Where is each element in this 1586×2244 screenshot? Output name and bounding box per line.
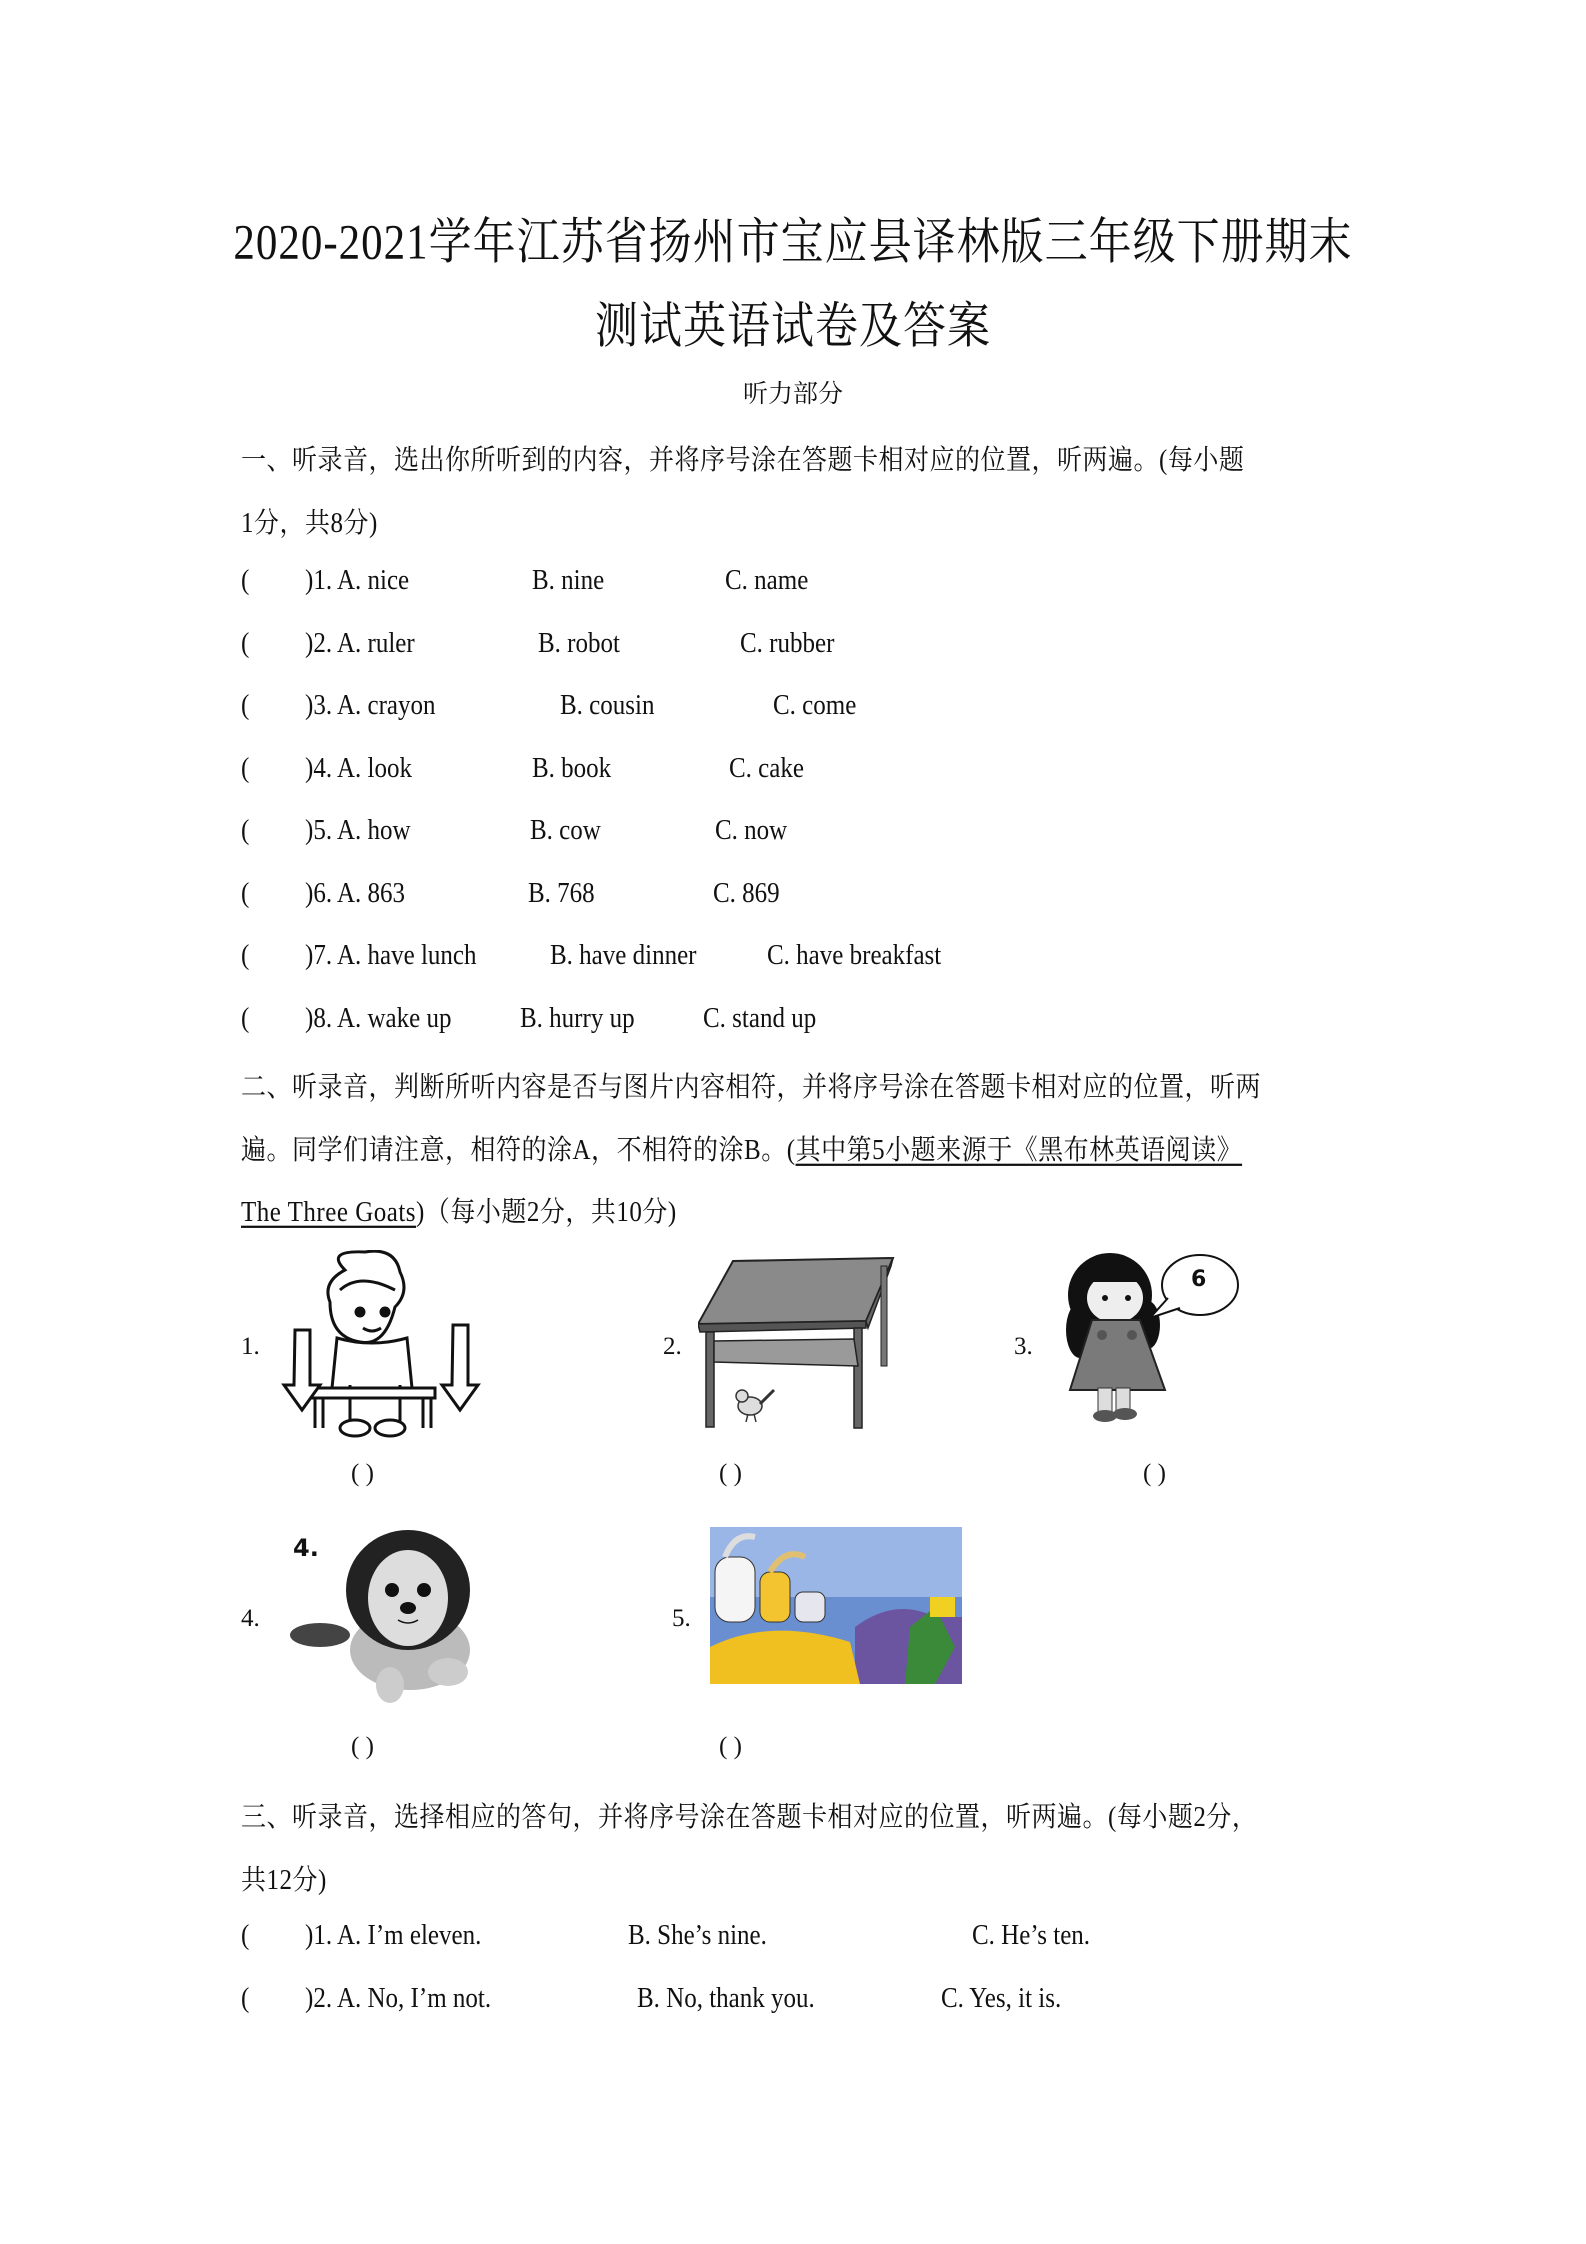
puppy-inner-label: 4.	[293, 1534, 319, 1562]
option-b: B. She’s nine.	[628, 1920, 767, 1951]
part2-source-note: 其中第5小题来源于《黑布林英语阅读》	[795, 1135, 1243, 1166]
part2-instruction-line3	[241, 1190, 677, 1230]
part2-instruction-line1: 二、听录音，判断所听内容是否与图片内容相符，并将序号涂在答题卡相对应的位置，听两	[241, 1072, 1262, 1103]
boy-sitting-down-icon	[275, 1250, 490, 1440]
answer-paren[interactable]: (	[241, 940, 250, 971]
option-c: C. 869	[713, 878, 780, 909]
answer-paren[interactable]: (	[241, 878, 250, 909]
answer-paren[interactable]: (	[241, 1983, 250, 2014]
answer-paren[interactable]: (	[241, 753, 250, 784]
answer-paren[interactable]: (	[241, 628, 250, 659]
part2-book-title: The Three Goats	[241, 1197, 417, 1228]
option-c: C. come	[773, 690, 857, 721]
part1-instruction-line1: 一、听录音，选出你所听到的内容，并将序号涂在答题卡相对应的位置，听两遍。(每小题	[241, 445, 1245, 476]
part2-instruction-line2	[241, 1128, 1242, 1168]
option-a: )2. A. ruler	[305, 628, 415, 659]
option-a: )7. A. have lunch	[305, 940, 477, 971]
option-a: )8. A. wake up	[305, 1003, 452, 1034]
picture-5-answer-blank[interactable]: ( )	[719, 1733, 742, 1760]
picture-1-answer-blank[interactable]: ( )	[351, 1460, 374, 1487]
option-a: )4. A. look	[305, 753, 412, 784]
answer-paren[interactable]: (	[241, 815, 250, 846]
answer-paren[interactable]: (	[241, 1003, 250, 1034]
option-c: C. name	[725, 565, 809, 596]
picture-1-label: 1.	[241, 1333, 260, 1360]
answer-paren[interactable]: (	[241, 1920, 250, 1951]
section-heading: 听力部分	[742, 381, 843, 408]
option-c: C. now	[715, 815, 788, 846]
option-a: )6. A. 863	[305, 878, 405, 909]
option-b: B. 768	[528, 878, 595, 909]
option-b: B. hurry up	[520, 1003, 635, 1034]
option-b: B. cousin	[560, 690, 655, 721]
option-b: B. No, thank you.	[637, 1983, 815, 2014]
option-c: C. Yes, it is.	[941, 1983, 1062, 2014]
part3-instruction-line2: 共12分)	[241, 1865, 327, 1896]
option-c: C. rubber	[740, 628, 835, 659]
desk-with-bird-under-icon	[698, 1256, 898, 1431]
option-c: C. have breakfast	[767, 940, 942, 971]
option-b: B. robot	[538, 628, 620, 659]
picture-3-label: 3.	[1014, 1333, 1033, 1360]
answer-paren[interactable]: (	[241, 565, 250, 596]
part2-scoring: )（每小题2分，共10分)	[416, 1197, 677, 1228]
three-goats-icon	[710, 1527, 962, 1684]
option-b: B. cow	[530, 815, 601, 846]
picture-2-answer-blank[interactable]: ( )	[719, 1460, 742, 1487]
option-b: B. book	[532, 753, 612, 784]
girl-saying-six-icon	[1050, 1250, 1260, 1425]
option-b: B. nine	[532, 565, 605, 596]
picture-2-label: 2.	[663, 1333, 682, 1360]
option-a: )3. A. crayon	[305, 690, 436, 721]
option-c: C. He’s ten.	[972, 1920, 1091, 1951]
option-b: B. have dinner	[550, 940, 697, 971]
picture-4-label: 4.	[241, 1605, 260, 1632]
part1-instruction-line2: 1分，共8分)	[241, 508, 378, 539]
picture-5-label: 5.	[672, 1605, 691, 1632]
option-c: C. stand up	[703, 1003, 817, 1034]
doc-title-line1: 2020-2021学年江苏省扬州市宝应县译林版三年级下册期末	[233, 216, 1353, 271]
picture-3-answer-blank[interactable]: ( )	[1143, 1460, 1166, 1487]
speech-bubble-text: 6	[1191, 1267, 1207, 1292]
puppy-dog-icon	[280, 1520, 495, 1705]
girl-figure-icon	[1050, 1250, 1260, 1425]
option-a: )1. A. nice	[305, 565, 410, 596]
part3-instruction-line1: 三、听录音，选择相应的答句，并将序号涂在答题卡相对应的位置，听两遍。(每小题2分，	[241, 1802, 1258, 1833]
option-a: )5. A. how	[305, 815, 411, 846]
option-a: )2. A. No, I’m not.	[305, 1983, 492, 2014]
picture-4-answer-blank[interactable]: ( )	[351, 1733, 374, 1760]
option-c: C. cake	[729, 753, 804, 784]
part2-instruction-plain: 遍。同学们请注意，相符的涂A，不相符的涂B。(	[241, 1135, 796, 1166]
option-a: )1. A. I’m eleven.	[305, 1920, 482, 1951]
answer-paren[interactable]: (	[241, 690, 250, 721]
doc-title-line2: 测试英语试卷及答案	[595, 300, 991, 355]
